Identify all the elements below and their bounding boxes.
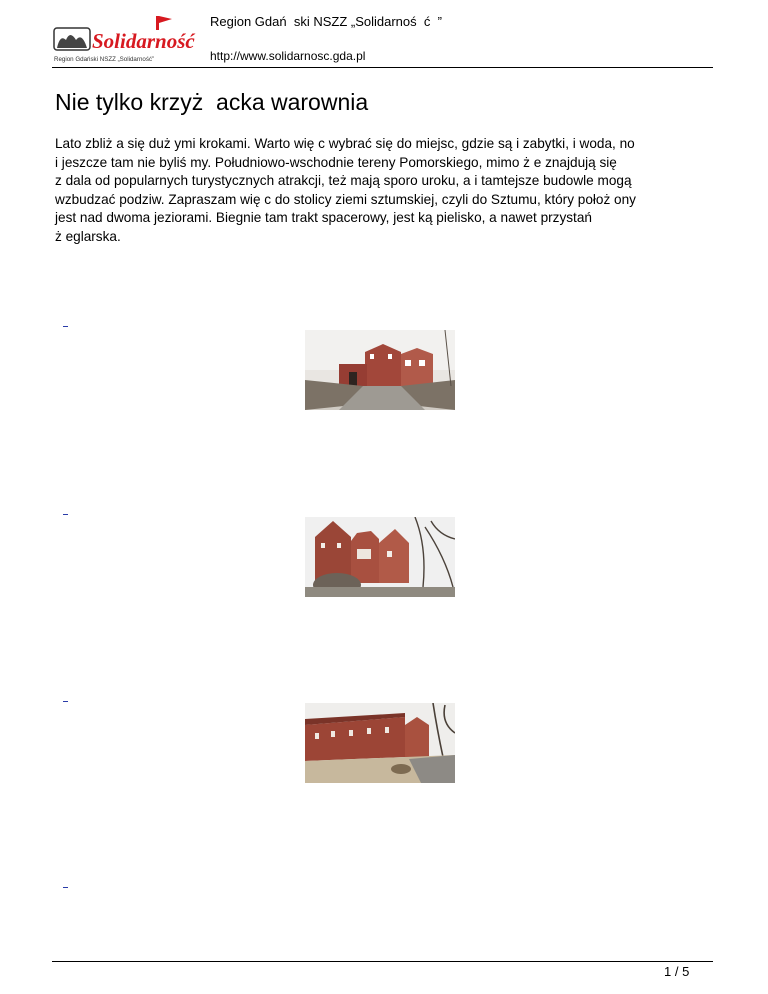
article-intro: Lato zbliż a się duż ymi krokami. Warto wię c wybrać się do miejsc, gdzie są i zabytki, i woda, no i jeszcze tam nie byliś my. Południowo-wschodnie tereny Pomorskiego, mimo ż e znajdują się z dala od popularnych turystycznych atrakcji, też mają sporo uroku, a i tamtejsze budowle mogą wzbudzać podziw. Zapraszam wię c do stolicy ziemi sztumskiej, czyli do Sztumu, który położ ony jest nad dwoma jeziorami. Biegnie tam trakt spacerowy, jest ką pielisko, a nawet przystań ż eglarska. xyxy=(55,136,636,244)
solidarnosc-logo xyxy=(52,14,200,64)
castle-tower-photo xyxy=(305,517,455,597)
header-divider xyxy=(52,67,713,68)
svg-text:Region Gdański NSZZ „Solidarno: Region Gdański NSZZ „Solidarność” xyxy=(54,56,155,63)
header-title: Region Gdań ski NSZZ „Solidarnoś ć ” xyxy=(210,14,442,29)
footer-divider xyxy=(52,961,713,962)
photo-link-2[interactable] xyxy=(63,514,68,515)
page-number: 1 / 5 xyxy=(664,964,690,979)
page-header xyxy=(0,0,768,70)
photo-link-3[interactable] xyxy=(63,701,68,702)
article-title: Nie tylko krzyż acka warownia xyxy=(55,89,369,115)
photo-link-4[interactable] xyxy=(63,887,68,888)
header-url-link[interactable]: http://www.solidarnosc.gda.pl xyxy=(210,49,366,63)
castle-courtyard-photo xyxy=(305,703,455,783)
photo-link-1[interactable] xyxy=(63,326,68,327)
castle-gate-bridge-photo xyxy=(305,330,455,410)
svg-text:Solidarność: Solidarność xyxy=(92,29,195,53)
